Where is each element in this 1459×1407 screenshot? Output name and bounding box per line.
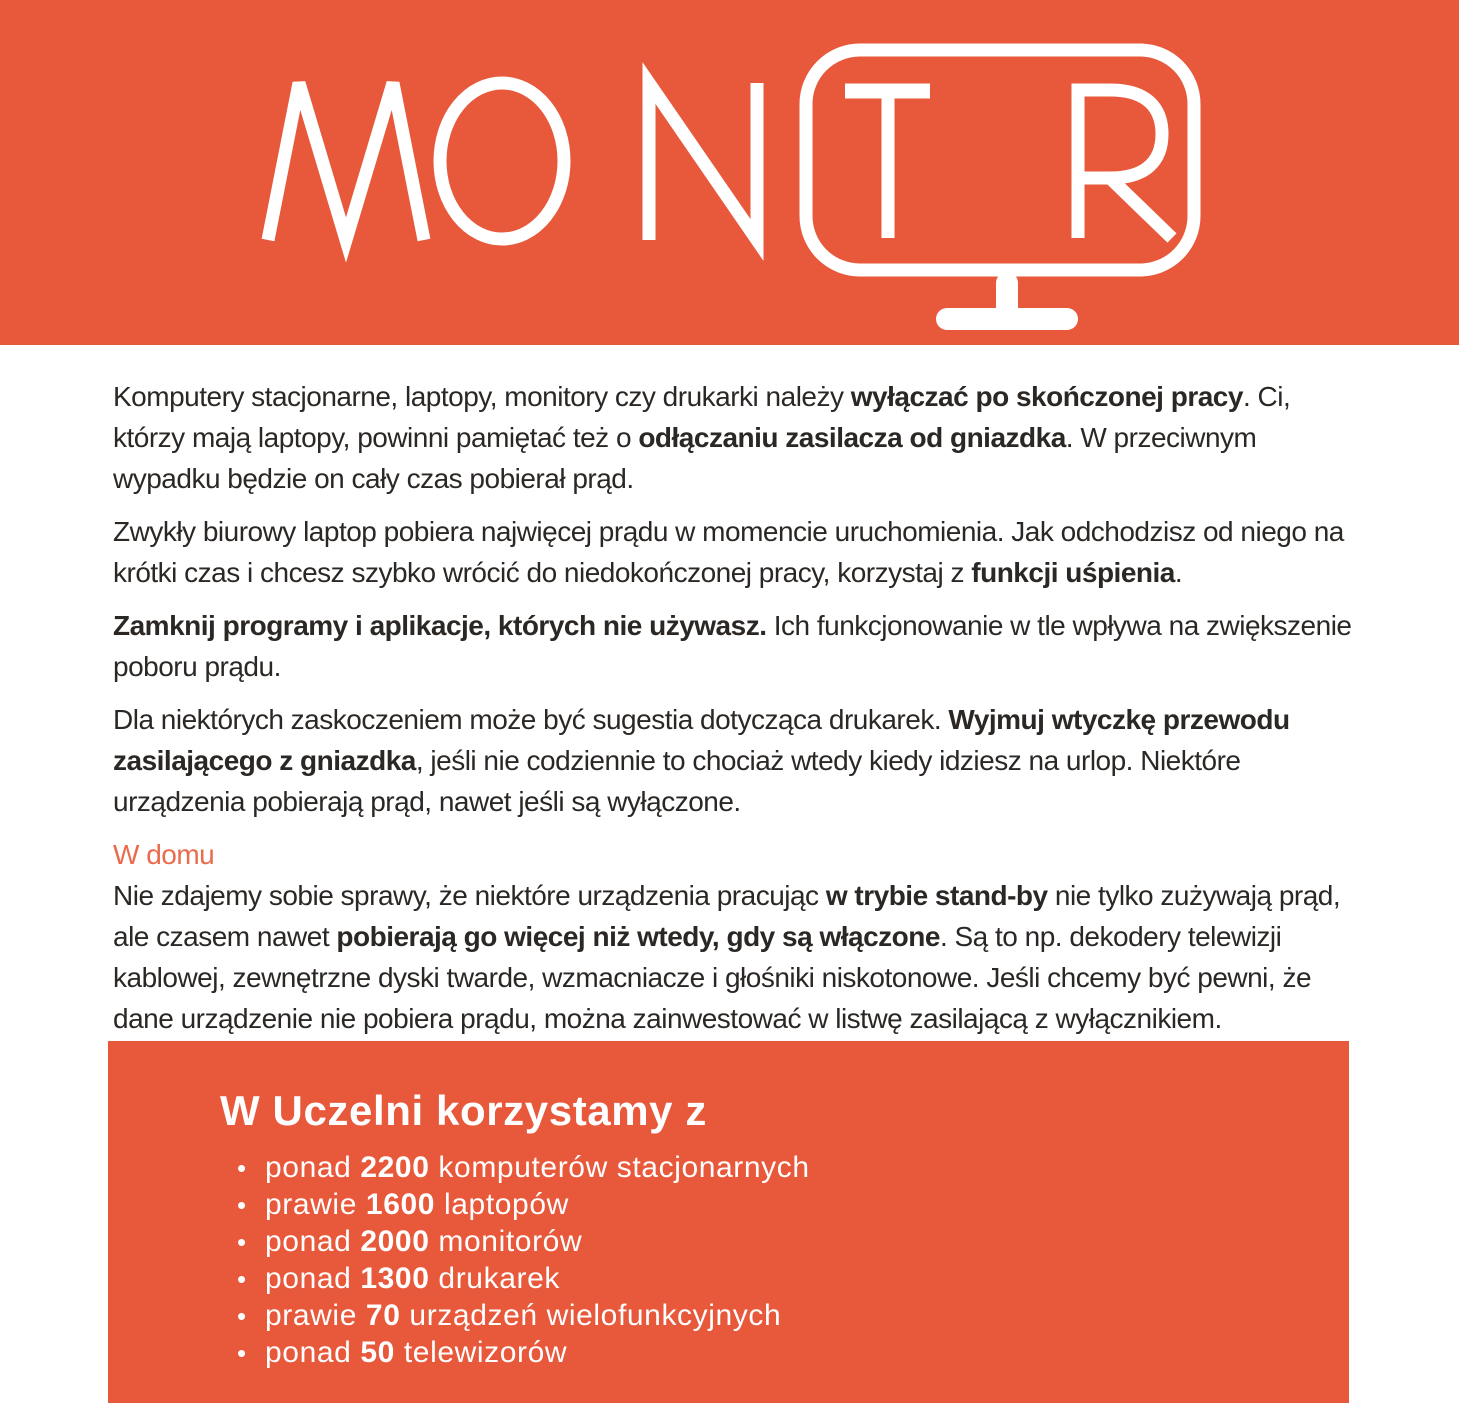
dot-bullet-icon: • bbox=[237, 1190, 247, 1220]
stats-box bbox=[108, 1041, 1349, 1403]
stat-value: 2000 bbox=[360, 1225, 430, 1258]
paragraph bbox=[113, 376, 1353, 499]
dot-bullet-icon: • bbox=[237, 1227, 247, 1257]
stat-suffix: telewizorów bbox=[394, 1336, 568, 1369]
stat-item bbox=[220, 1149, 1309, 1186]
dot-bullet-icon: • bbox=[237, 1338, 247, 1368]
monitor-screen-outline-icon bbox=[806, 50, 1194, 270]
stat-value: 70 bbox=[365, 1299, 401, 1332]
paragraph bbox=[113, 699, 1353, 822]
body-text: Ich funkcjonowanie w tle wpływa na zwiększenie poboru prądu. bbox=[113, 610, 1352, 682]
stat-item bbox=[220, 1260, 1309, 1297]
dot-bullet-icon: • bbox=[237, 1264, 247, 1294]
body-text: . bbox=[1174, 557, 1183, 588]
body-text: . W przeciwnym wypadku będzie on cały czas pobierał prąd. bbox=[113, 422, 1257, 494]
body-text: . Są to np. dekodery telewizji kablowej, zewnętrzne dyski twarde, wzmacniacze i głośniki niskotonowe. Jeśli chcemy być pewni, że dane urządzenie nie pobiera prądu, można zainwestować w listwę zasilającą z wyłącznikiem. bbox=[113, 921, 1312, 1034]
bold-text: w trybie stand-by bbox=[825, 880, 1048, 911]
article bbox=[113, 376, 1353, 1051]
body-text: Dla niektórych zaskoczeniem może być sugestia dotycząca drukarek. bbox=[113, 704, 949, 735]
dot-bullet-icon: • bbox=[237, 1301, 247, 1331]
stat-prefix: ponad bbox=[265, 1262, 361, 1295]
stat-suffix: komputerów stacjonarnych bbox=[429, 1151, 810, 1184]
stat-text bbox=[265, 1297, 781, 1334]
stat-value: 1600 bbox=[365, 1188, 436, 1221]
body-text: Komputery stacjonarne, laptopy, monitory czy drukarki należy bbox=[113, 381, 851, 412]
body-text: . Ci, którzy mają laptopy, powinni pamiętać też o bbox=[113, 381, 1291, 453]
bold-text: Wyjmuj wtyczkę przewodu zasilającego z gniazdka bbox=[113, 704, 1290, 776]
monitor-logo bbox=[0, 0, 1459, 345]
body-text: Nie zdajemy sobie sprawy, że niektóre urządzenia pracując bbox=[113, 880, 826, 911]
logo-letter-r bbox=[1078, 90, 1172, 238]
bold-text: pobierają go więcej niż wtedy, gdy są włączone bbox=[336, 921, 940, 952]
paragraph bbox=[113, 511, 1353, 593]
header-banner bbox=[0, 0, 1459, 345]
stat-text bbox=[265, 1186, 569, 1223]
stat-suffix: laptopów bbox=[435, 1188, 569, 1221]
stat-text bbox=[265, 1334, 567, 1371]
stat-item bbox=[220, 1297, 1309, 1334]
body-text: nie tylko zużywają prąd, ale czasem nawet bbox=[113, 880, 1341, 952]
logo-letter-t bbox=[845, 84, 930, 238]
section-heading: W domu bbox=[113, 839, 215, 870]
paragraph bbox=[113, 605, 1353, 687]
dot-bullet-icon: • bbox=[237, 1153, 247, 1183]
stat-item bbox=[220, 1334, 1309, 1371]
stat-suffix: urządzeń wielofunkcyjnych bbox=[400, 1299, 782, 1332]
stat-value: 1300 bbox=[360, 1262, 430, 1295]
stat-suffix: monitorów bbox=[429, 1225, 583, 1258]
bold-text: funkcji uśpienia bbox=[971, 557, 1175, 588]
stats-list bbox=[220, 1149, 1309, 1371]
stat-prefix: prawie bbox=[265, 1188, 366, 1221]
body-text: , jeśli nie codziennie to chociaż wtedy kiedy idziesz na urlop. Niektóre urządzenia pobierają prąd, nawet jeśli są wyłączone. bbox=[113, 745, 1241, 817]
stat-suffix: drukarek bbox=[429, 1262, 560, 1295]
stat-text bbox=[265, 1149, 810, 1186]
stat-prefix: ponad bbox=[265, 1336, 361, 1369]
stat-item bbox=[220, 1223, 1309, 1260]
stat-prefix: ponad bbox=[265, 1225, 361, 1258]
stat-item bbox=[220, 1186, 1309, 1223]
stat-text bbox=[265, 1260, 560, 1297]
monitor-stand-icon bbox=[936, 272, 1078, 330]
stat-prefix: ponad bbox=[265, 1151, 361, 1184]
stat-value: 50 bbox=[360, 1336, 395, 1369]
stat-value: 2200 bbox=[360, 1151, 430, 1184]
logo-text-mon bbox=[268, 83, 757, 240]
stat-prefix: prawie bbox=[265, 1299, 366, 1332]
bold-text: Zamknij programy i aplikacje, których nie używasz. bbox=[113, 610, 767, 641]
stats-title: W Uczelni korzystamy z bbox=[220, 1087, 708, 1134]
bold-text: wyłączać po skończonej pracy bbox=[850, 381, 1243, 412]
body-text: Zwykły biurowy laptop pobiera najwięcej prądu w momencie uruchomienia. Jak odchodzisz od niego na krótki czas i chcesz szybko wrócić do niedokończonej pracy, korzystaj z bbox=[113, 516, 1344, 588]
paragraph bbox=[113, 875, 1353, 1039]
stat-text bbox=[265, 1223, 582, 1260]
bold-text: odłączaniu zasilacza od gniazdka bbox=[638, 422, 1066, 453]
